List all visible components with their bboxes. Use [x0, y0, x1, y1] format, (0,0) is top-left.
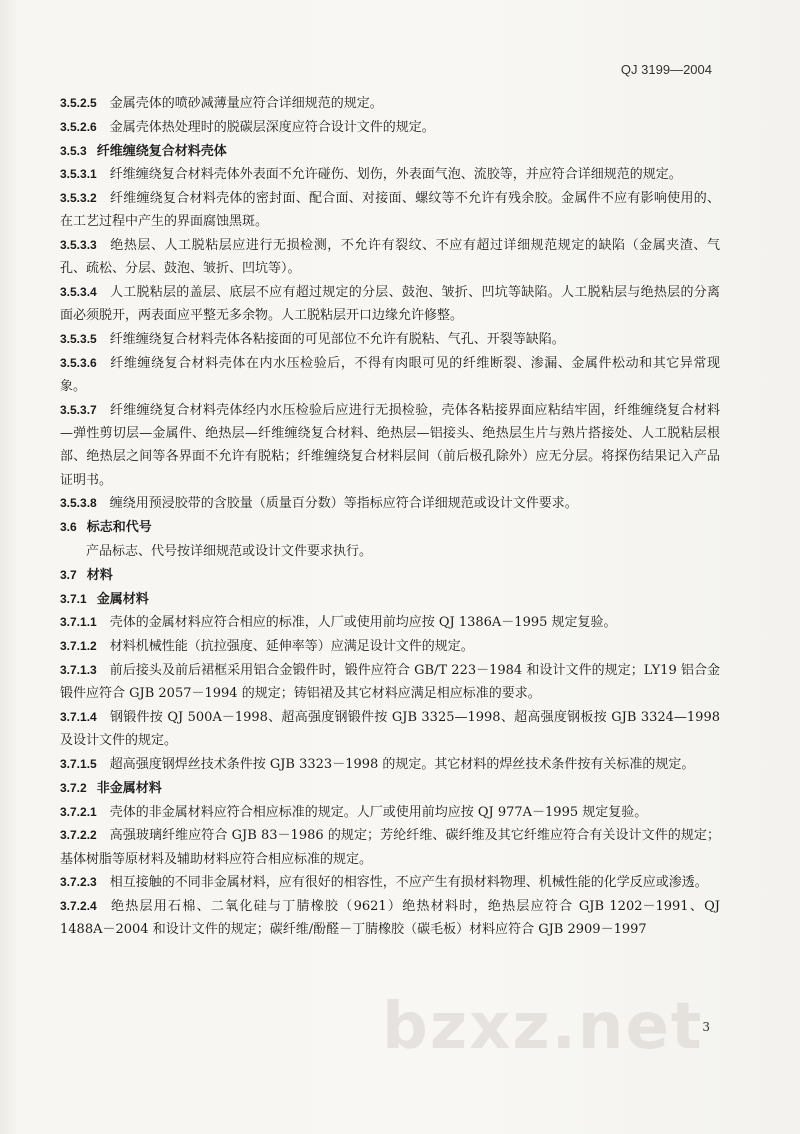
clause-3-5-3-2: [60, 187, 720, 233]
document-body: [60, 92, 720, 942]
clause-text: 绝热层用石棉、二氧化硅与丁腈橡胶（9621）绝热材料时，绝热层应符合 GJB 1202－1991、QJ 1488A－2004 和设计文件的规定；碳纤维/酚醛－丁腈橡胶（碳毛板）材料应符合 GJB 2909－1997: [60, 899, 720, 938]
watermark: bzxz.net: [382, 990, 704, 1064]
clause-3-7-1-1: [60, 611, 720, 634]
clause-3-5-3-6: [60, 352, 720, 398]
section-heading-3-7-1: [60, 588, 720, 611]
clause-3-7-1-4: [60, 706, 720, 752]
clause-text: 纤维缠绕复合材料壳体在内水压检验后，不得有肉眼可见的纤维断裂、渗漏、金属件松动和其它异常现象。: [60, 355, 720, 395]
clause-number: 3.7.1.4: [60, 709, 97, 724]
clause-text: 非金属材料: [96, 780, 162, 796]
clause-text: 超高强度钢焊丝技术条件按 GJB 3323－1998 的规定。其它材料的焊丝技术条件按有关标准的规定。: [109, 756, 695, 772]
clause-text: 前后接头及前后裙框采用铝合金锻件时，锻件应符合 GB/T 223－1984 和设计文件的规定；LY19 铝合金锻件应符合 GJB 2057－1994 的规定；铸铝裙及其它材料应满足相应标准的要求。: [60, 662, 720, 702]
clause-text: 纤维缠绕复合材料壳体各粘接面的可见部位不允许有脱粘、气孔、开裂等缺陷。: [109, 332, 565, 348]
clause-text: 纤维缠绕复合材料壳体的密封面、配合面、对接面、螺纹等不允许有残余胶。金属件不应有影响使用的、在工艺过程中产生的界面腐蚀黑斑。: [60, 191, 720, 230]
clause-number: 3.5.3.3: [60, 238, 97, 253]
clause-text: 高强玻璃纤维应符合 GJB 83－1986 的规定；芳纶纤维、碳纤维及其它纤维应符合有关设计文件的规定；基体树脂等原材料及辅助材料应符合相应标准的规定。: [60, 828, 720, 867]
clause-number: 3.5.3: [60, 143, 87, 158]
section-heading-3-7: [60, 564, 720, 587]
clause-text: 纤维缠绕复合材料壳体经内水压检验后应进行无损检验，壳体各粘接界面应粘结牢固，纤维缠绕复合材料—弹性剪切层—金属件、绝热层—纤维缠绕复合材料、绝热层—铝接头、绝热层生片与熟片搭接处、人工脱粘层根部、绝热层之间等各界面不允许有脱粘；纤维缠绕复合材料层间（前后极孔除外）应无分层。将探伤结果记入产品证明书。: [60, 402, 720, 488]
clause-3-7-1-5: [60, 753, 720, 776]
clause-3-5-3-5: [60, 328, 720, 351]
clause-number: 3.7.1.5: [60, 756, 97, 771]
clause-number: 3.7.2.4: [60, 899, 97, 914]
clause-number: 3.7.1.1: [60, 615, 97, 630]
clause-number: 3.7: [60, 567, 77, 582]
clause-3-5-2-6: [60, 116, 720, 139]
clause-number: 3.7.2.3: [60, 875, 97, 890]
clause-number: 3.5.2.5: [60, 96, 97, 110]
clause-3-5-3-7: [60, 399, 720, 492]
standard-code: QJ 3199—2004: [620, 62, 712, 77]
clause-number: 3.7.2.1: [60, 804, 97, 819]
clause-3-7-1-2: [60, 635, 720, 658]
clause-3-5-3-3: [60, 234, 720, 280]
clause-text: 相互接触的不同非金属材料，应有很好的相容性，不应产生有损材料物理、机械性能的化学反应或渗透。: [109, 875, 708, 891]
clause-number: 3.7.1.2: [60, 639, 97, 654]
clause-number: 3.5.3.6: [60, 355, 97, 370]
clause-number: 3.5.2.6: [60, 119, 97, 134]
clause-3-7-2-2: [60, 824, 720, 870]
clause-3-7-2-4: [60, 895, 720, 941]
clause-number: 3.5.3.4: [60, 285, 97, 300]
clause-number: 3.5.3.8: [60, 496, 97, 511]
clause-text: 绝热层、人工脱粘层应进行无损检测，不允许有裂纹、不应有超过详细规范规定的缺陷（金属夹渣、气孔、疏松、分层、鼓泡、皱折、凹坑等）。: [60, 238, 720, 277]
clause-number: 3.7.2: [60, 780, 87, 795]
clause-3-7-1-3: [60, 659, 720, 705]
clause-text: 纤维缠绕复合材料壳体: [96, 143, 227, 159]
clause-text: 钢锻件按 QJ 500A－1998、超高强度钢锻件按 GJB 3325—1998、超高强度钢板按 GJB 3324—1998 及设计文件的规定。: [60, 709, 720, 749]
clause-text: 纤维缠绕复合材料壳体外表面不允许碰伤、划伤，外表面气泡、流胶等，并应符合详细规范的规定。: [109, 167, 682, 183]
clause-3-5-3-4: [60, 281, 720, 327]
clause-number: 3.7.1.3: [60, 662, 97, 677]
clause-number: 3.7.2.2: [60, 828, 97, 843]
clause-3-6-body: [60, 540, 720, 563]
clause-number: 3.5.3.7: [60, 402, 97, 417]
clause-text: 金属壳体热处理时的脱碳层深度应符合设计文件的规定。: [109, 119, 435, 135]
clause-3-5-2-5: [60, 92, 720, 115]
section-heading-3-6: [60, 516, 720, 539]
page-number: 3: [702, 1020, 710, 1034]
clause-text: 材料机械性能（抗拉强度、延伸率等）应满足设计文件的规定。: [109, 639, 474, 655]
clause-text: 壳体的金属材料应符合相应的标准，人厂或使用前均应按 QJ 1386A－1995 规定复验。: [109, 615, 617, 631]
clause-text: 材料: [86, 567, 113, 583]
clause-text: 标志和代号: [86, 520, 152, 536]
clause-3-5-3-8: [60, 492, 720, 515]
clause-text: 金属壳体的喷砂减薄量应符合详细规范的规定。: [109, 96, 383, 111]
clause-3-5-3-1: [60, 163, 720, 186]
clause-number: 3.5.3.2: [60, 191, 97, 206]
section-heading-3-5-3: [60, 140, 720, 163]
clause-number: 3.5.3.5: [60, 332, 97, 347]
clause-text: 缠绕用预浸胶带的含胶量（质量百分数）等指标应符合详细规范或设计文件要求。: [109, 496, 578, 512]
clause-text: 金属材料: [96, 591, 149, 607]
clause-3-7-2-3: [60, 871, 720, 894]
clause-text: 人工脱粘层的盖层、底层不应有超过规定的分层、鼓泡、皱折、凹坑等缺陷。人工脱粘层与绝热层的分离面必须脱开，两表面应平整无多余物。人工脱粘层开口边缘允许修整。: [60, 285, 720, 324]
section-heading-3-7-2: [60, 777, 720, 800]
clause-text: 壳体的非金属材料应符合相应标准的规定。人厂或使用前均应按 QJ 977A－1995 规定复验。: [109, 804, 648, 820]
clause-number: 3.6: [60, 520, 77, 535]
clause-number: 3.5.3.1: [60, 167, 97, 182]
clause-3-7-2-1: [60, 801, 720, 824]
clause-number: 3.7.1: [60, 591, 87, 606]
clause-text: 产品标志、代号按详细规范或设计文件要求执行。: [86, 543, 373, 559]
